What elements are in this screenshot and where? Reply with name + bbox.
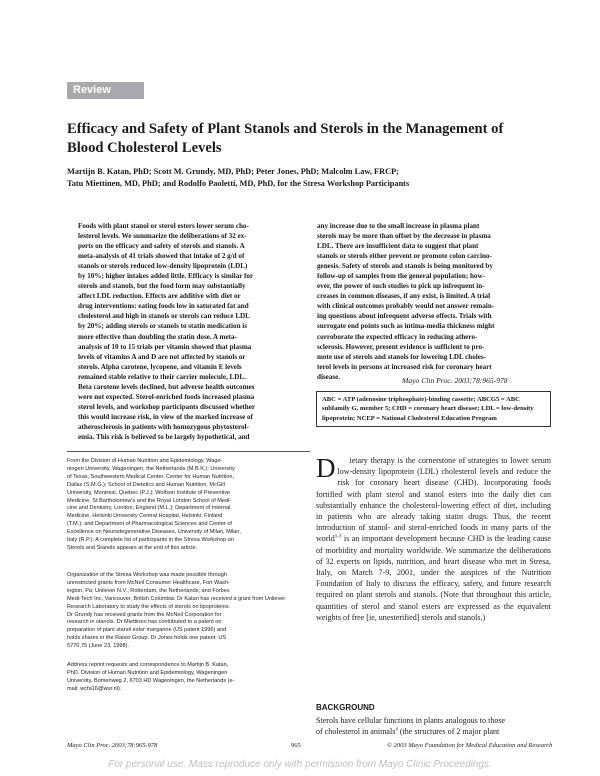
body-paragraph-text: ietary therapy is the cornerstone of strategies to lower serum low-density lipoprotein (LDL) cholesterol levels and reduce the risk for coronary heart disease (CHD). Incorporating foods fortified with plant sterol and stanol esters into the daily diet can substantially enhance the cholesterol-lowering effect of diet, including in patients who are already taking statin drugs. Thus, the recent introduction of stanol- and sterol-enriched foods in many parts of the world — [316, 456, 551, 544]
authors-line-1: Martijn B. Katan, PhD; Scott M. Grundy, MD, PhD; Peter Jones, PhD; Malcolm Law, FRCP; — [67, 167, 399, 176]
background-reference-sup: 4 — [395, 727, 398, 733]
background-paragraph — [316, 715, 551, 737]
drop-cap: D — [316, 453, 336, 483]
section-tag: Review — [67, 82, 144, 99]
background-text: Sterols have cellular functions in plants analogous to those of cholesterol in animals — [316, 716, 506, 737]
watermark-notice: For personal use. Mass reproduce only with permission from Mayo Clinic Proceedings. — [108, 759, 492, 770]
body-paragraph-text-end: is an important development because CHD is the leading cause of morbidity and mortality worldwide. We summarize the deliberations of 32 experts on lipids, nutrition, and heart disease who met in Stresa, Italy, on March 7-9, 2001, under the auspices of the Nutrition Foundation of Italy to discuss the efficacy, safety, and future research required on plant sterols and stanols. (Note that throughout this article, quantities of sterol and stanol esters are expressed as the equivalent weights of free [ie, unesterified] sterols and stanols.) — [316, 534, 551, 622]
footnote-affiliations: From the Division of Human Nutrition and Epidemiology, Wage- ningen University, Wageningen, the Netherlands (M.B.K.); University of Texas, Southwestern Medical Center, Center for Human Nutrition, Dallas (S.M.G.); School of Dietetics and Human Nutrition, McGill University, Montreal, Quebec (P.J.); Wolfson Institute of Preventive Medicine, St Bartholomew's and the Royal London School of Medi- cine and Dentistry, London, England (M.L.); Department of Internal Medicine, Helsinki University Central Hospital, Helsinki, Finland (T.M.); and Department of Pharmacological Sciences and Center of Excellence on Neurodegenerative Diseases, University of Milan, Milan, Italy (R.P.). A complete list of participants in the Stresa Workshop on Sterols and Stanols appears at the end of this article. — [67, 458, 241, 551]
abbreviations-box: ABC = ATP (adenosine triphosphate)-binding cassette; ABCG5 = ABC subfamily G, member 5; CHD = coronary heart disease; LDL = low-density lipoprotein; NCEP = National Cholesterol Education Program — [316, 391, 551, 427]
authors-line-2: Tatu Miettinen, MD, PhD; and Rodolfo Paoletti, MD, PhD, for the Stresa Workshop Participants — [67, 178, 410, 188]
footer-copyright: © 2003 Mayo Foundation for Medical Education and Research — [387, 742, 553, 749]
footnote-funding: Organization of the Stresa Workshop was made possible through unrestricted grants from McNeil Consumer Healthcare, Fort Wash- ington, Pa; Unilever N.V., Rotterdam, the Netherlands; and Forbes Medi-Tech Inc, Vancouver, British Columbia. Dr Katan has received a grant from Unilever Research Laboratory to study the effects of sterols on lipoproteins. Dr Grundy has received grants from the McNeil Corporation for research in stanols. Dr Miettinen has contributed to a patent on preparation of plant stanol ester margarine (US patent 1996) and holds shares in the Raisio Group. Dr Jones holds one patent: US 5770,75 (June 23, 1998). — [67, 572, 286, 650]
abstract-column-left: Foods with plant stanol or sterol esters lower serum cho- lesterol levels. We summarize the deliberations of 32 ex- perts on the efficacy and safety of sterols and stanols. A meta-analysis of 41 trials showed that intake of 2 g/d of stanols or sterols reduced low-density lipoprotein (LDL) by 10%; higher intakes added little. Efficacy is similar for sterols and stanols, but the food form may substantially affect LDL reduction. Effects are additive with diet or drug interventions: eating foods low in saturated fat and cholesterol and high in stanols or sterols can reduce LDL by 20%; adding sterols or stanols to statin medication is more effective than doubling the statin dose. A meta- analysis of 10 to 15 trials per vitamin showed that plasma levels of vitamins A and D are not affected by stanols or sterols. Alpha carotene, lycopene, and vitamin E levels remained stable relative to their carrier molecule, LDL. Beta carotene levels declined, but adverse health outcomes were not expected. Sterol-enriched foods increased plasma sterol levels, and workshop participants discussed whether this would increase risk, in view of the marked increase of atherosclerosis in patients with homozygous phytosterol- emia. This risk is believed to be largely hypothetical, and — [78, 222, 256, 441]
author-list — [67, 166, 547, 190]
article-title: Efficacy and Safety of Plant Stanols and Sterols in the Management of Blood Cholesterol Levels — [67, 121, 504, 156]
body-paragraph — [316, 455, 551, 623]
abstract-citation: Mayo Clin Proc. 2003;78:965-978 — [402, 376, 508, 385]
footnote-address: Address reprint requests and correspondence to Martijn B. Katan, PhD, Division of Human Nutrition and Epidemiology, Wageningen University, Bomenweg 2, 6703 HD Wageningen, the Netherlands (e- mail: wcfa16@wur.nl). — [67, 662, 235, 692]
section-heading-background: BACKGROUND — [316, 703, 375, 712]
abstract-column-right: any increase due to the small increase in plasma plant sterols may be more than offset by the decrease in plasma LDL. There are insufficient data to suggest that plant stanols or sterols either prevent or promote colon carcino- genesis. Safety of sterols and stanols is being monitored by follow-up of samples from the general population; how- ever, the power of such studies to pick up infrequent in- creases in common diseases, if any exist, is limited. A trial with clinical outcomes probably would not answer remain- ing questions about infrequent adverse effects. Trials with surrogate end points such as intima-media thickness might corroborate the expected efficacy in reducing athero- sclerosis. However, present evidence is sufficient to pro- mote use of sterols and stanols for lowering LDL choles- terol levels in persons at increased risk for coronary heart disease. — [317, 222, 495, 381]
footnote-divider — [67, 451, 310, 452]
body-reference-sup: 1-3 — [334, 534, 342, 540]
footer-journal: Mayo Clin Proc. 2003;78:965-978 — [67, 742, 158, 749]
page-number: 965 — [291, 742, 301, 749]
background-text-end: (the structures of 2 major plant — [397, 727, 500, 737]
